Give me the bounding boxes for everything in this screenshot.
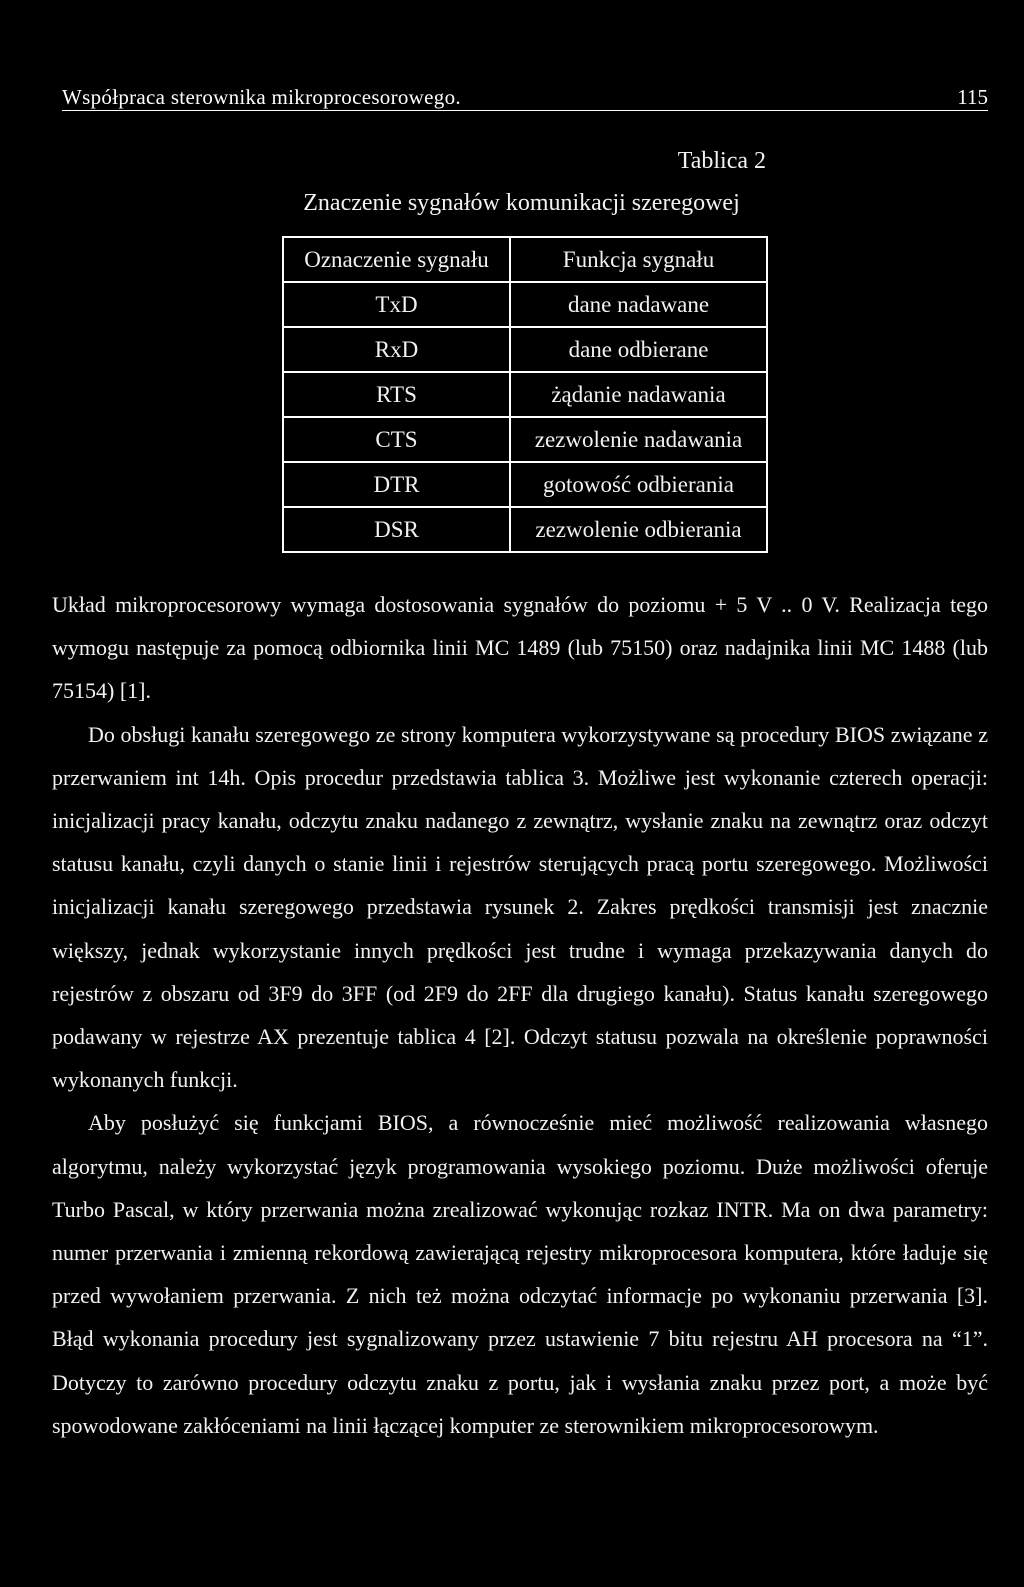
signal-table xyxy=(282,236,768,553)
function-cell: dane nadawane xyxy=(510,282,767,327)
table-row xyxy=(283,417,767,462)
signal-cell: DTR xyxy=(283,462,510,507)
function-cell: żądanie nadawania xyxy=(510,372,767,417)
table-number: Tablica 2 xyxy=(677,148,766,174)
column-header-function: Funkcja sygnału xyxy=(510,237,767,282)
signal-cell: RxD xyxy=(283,327,510,372)
paragraph-bios-procedures: Do obsługi kanału szeregowego ze strony komputera wykorzystywane są procedury BIOS związane z przerwaniem int 14h. Opis procedur przedstawia tablica 3. Możliwe jest wykonanie czterech operacji: inicjalizacji pracy kanału, odczytu znaku nadanego z zewnątrz, wysłanie znaku na zewnątrz oraz odczyt statusu kanału, czyli danych o stanie linii i rejestrów sterujących pracą portu szeregowego. Możliwości inicjalizacji kanału szeregowego przedstawia rysunek 2. Zakres prędkości transmisji jest znacznie większy, jednak wykorzystanie innych prędkości jest trudne i wymaga przekazywania danych do rejestrów z obszaru od 3F9 do 3FF (od 2F9 do 2FF dla drugiego kanału). Status kanału szeregowego podawany w rejestrze AX prezentuje tablica 4 [2]. Odczyt statusu pozwala na określenie poprawności wykonanych funkcji. xyxy=(52,721,988,1093)
function-cell: zezwolenie odbierania xyxy=(510,507,767,552)
column-header-signal: Oznaczenie sygnału xyxy=(283,237,510,282)
table-caption: Znaczenie sygnałów komunikacji szeregowej xyxy=(303,190,740,216)
table-row xyxy=(283,462,767,507)
table-header-row xyxy=(283,237,767,282)
running-header xyxy=(62,84,988,111)
signal-cell: RTS xyxy=(283,372,510,417)
signal-cell: TxD xyxy=(283,282,510,327)
signal-cell: DSR xyxy=(283,507,510,552)
function-cell: dane odbierane xyxy=(510,327,767,372)
table-row xyxy=(283,282,767,327)
signal-cell: CTS xyxy=(283,417,510,462)
table-row xyxy=(283,372,767,417)
paragraph-turbo-pascal: Aby posłużyć się funkcjami BIOS, a równocześnie mieć możliwość realizowania własnego algorytmu, należy wykorzystać język programowania wysokiego poziomu. Duże możliwości oferuje Turbo Pascal, w który przerwania można zrealizować wykonując rozkaz INTR. Ma on dwa parametry: numer przerwania i zmienną rekordową zawierającą rejestry mikroprocesora komputera, które ładuje się przed wywołaniem przerwania. Z nich też można odczytać informacje po wykonaniu przerwania [3]. Błąd wykonania procedury jest sygnalizowany przez ustawienie 7 bitu rejestru AH procesora na “1”. Dotyczy to zarówno procedury odczytu znaku z portu, jak i wysłania znaku przez port, a może być spowodowane zakłóceniami na linii łączącej komputer ze sterownikiem mikroprocesorowym. xyxy=(52,1110,988,1438)
chapter-title: Współpraca sterownika mikroprocesorowego. xyxy=(62,85,461,109)
paragraph-signal-levels: Układ mikroprocesorowy wymaga dostosowania sygnałów do poziomu + 5 V .. 0 V. Realizacja tego wymogu następuje za pomocą odbiornika linii MC 1489 (lub 75150) oraz nadajnika linii MC 1488 (lub 75154) [1]. xyxy=(52,592,988,704)
table-row xyxy=(283,327,767,372)
page-number: 115 xyxy=(957,85,988,109)
table-row xyxy=(283,507,767,552)
function-cell: zezwolenie nadawania xyxy=(510,417,767,462)
body-text xyxy=(52,583,988,1447)
function-cell: gotowość odbierania xyxy=(510,462,767,507)
